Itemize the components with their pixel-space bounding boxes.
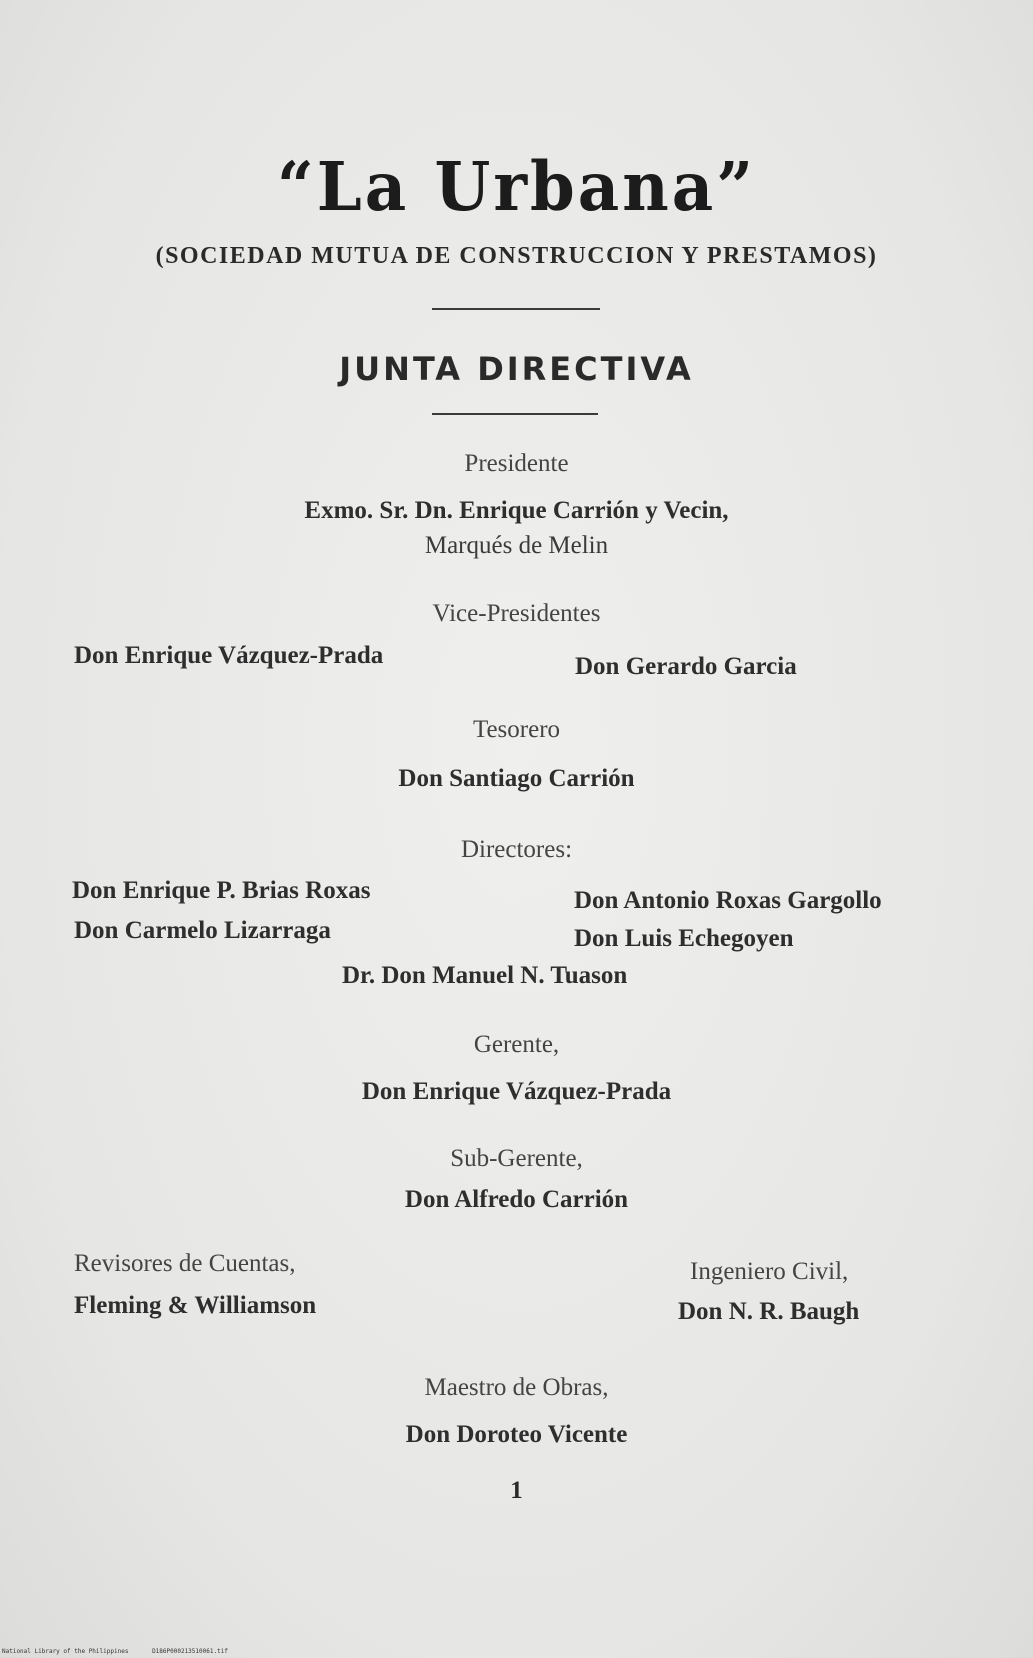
footer-library: National Library of the Philippines [2, 1648, 129, 1655]
document-title: “La Urbana” [276, 148, 757, 227]
gerente-name: Don Enrique Vázquez-Prada [361, 1078, 672, 1105]
sub-gerente-label: Sub-Gerente, [450, 1145, 583, 1172]
ingeniero-name: Don N. R. Baugh [678, 1298, 860, 1325]
presidente-label: Presidente [464, 450, 569, 477]
sub-gerente-name: Don Alfredo Carrión [404, 1186, 629, 1213]
vice-presidente-left: Don Enrique Vázquez-Prada [74, 642, 384, 669]
presidente-name: Exmo. Sr. Dn. Enrique Carrión y Vecin, [304, 497, 729, 524]
footer-file: D186P000213510061.tif [152, 1648, 228, 1655]
presidente-title: Marqués de Melin [424, 532, 609, 559]
maestro-label: Maestro de Obras, [424, 1374, 609, 1401]
maestro-name: Don Doroteo Vicente [405, 1421, 628, 1448]
divider-bottom [432, 413, 598, 415]
section-heading: JUNTA DIRECTIVA [339, 350, 694, 388]
divider-top [432, 308, 600, 310]
revisores-label: Revisores de Cuentas, [74, 1250, 296, 1277]
revisores-name: Fleming & Williamson [74, 1292, 317, 1319]
vice-presidente-right: Don Gerardo Garcia [575, 653, 797, 680]
vice-presidentes-label: Vice-Presidentes [432, 600, 601, 627]
gerente-label: Gerente, [473, 1031, 560, 1058]
tesorero-name: Don Santiago Carrión [398, 765, 635, 792]
director-right-1: Don Antonio Roxas Gargollo [574, 887, 882, 914]
scan-footer [2, 1648, 248, 1655]
document-subtitle: (SOCIEDAD MUTUA DE CONSTRUCCION Y PRESTAMOS) [155, 243, 878, 269]
director-right-2: Don Luis Echegoyen [574, 925, 794, 952]
director-left-2: Don Carmelo Lizarraga [74, 917, 331, 944]
director-center: Dr. Don Manuel N. Tuason [342, 962, 628, 989]
tesorero-label: Tesorero [472, 716, 561, 743]
directores-label: Directores: [460, 836, 573, 863]
director-left-1: Don Enrique P. Brias Roxas [72, 877, 371, 904]
ingeniero-label: Ingeniero Civil, [690, 1258, 849, 1285]
page-number: 1 [510, 1477, 523, 1504]
